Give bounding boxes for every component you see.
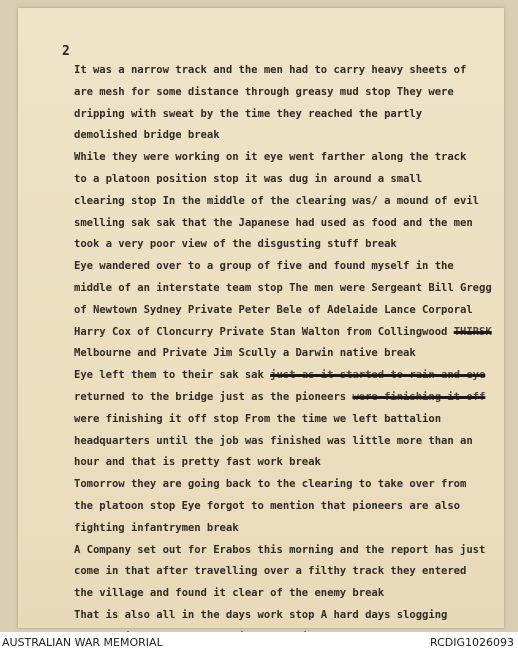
text-line <box>74 583 504 605</box>
line-text: A Company set out for Erabos this morning and the report has just <box>74 543 486 556</box>
line-text: Melbourne and Private Jim Scully a Darwin native break <box>74 347 416 360</box>
text-line <box>74 234 504 256</box>
line-text: fighting infantrymen break <box>74 521 239 534</box>
line-text: are mesh for some distance through greasy mud stop They were <box>74 85 454 98</box>
text-line <box>74 431 504 453</box>
text-line <box>74 605 504 627</box>
line-text: Eye wandered over to a group of five and found myself in the <box>74 260 454 273</box>
line-text: It was a narrow track and the men had to carry heavy sheets of <box>74 64 467 76</box>
text-line <box>74 343 504 365</box>
struck-out-text: were finishing it off <box>352 390 486 403</box>
line-text: That is also all in the days work stop A hard days slogging <box>74 608 448 621</box>
line-text: demolished bridge break <box>74 129 220 142</box>
text-line <box>74 125 504 147</box>
text-line <box>74 387 504 409</box>
text-line <box>74 104 504 126</box>
line-text: of Newtown Sydney Private Peter Bele of Adelaide Lance Corporal <box>74 303 473 316</box>
line-text: middle of an interstate team stop The men were Sergeant Bill Gregg <box>74 281 492 294</box>
page-number: 2 <box>62 44 70 59</box>
text-line <box>74 191 504 213</box>
text-line <box>74 82 504 104</box>
text-line <box>74 409 504 431</box>
text-line <box>74 496 504 518</box>
line-text: smelling sak sak that the Japanese had used as food and the men <box>74 216 473 229</box>
line-text: took a very poor view of the disgusting stuff break <box>74 238 397 251</box>
text-line <box>74 365 504 387</box>
typed-page <box>18 8 504 628</box>
text-line <box>74 60 504 82</box>
line-text: While they were working on it eye went farther along the track <box>74 151 467 164</box>
line-text: were finishing it off stop From the time we left battalion <box>74 412 442 425</box>
institution-label: AUSTRALIAN WAR MEMORIAL <box>2 636 163 649</box>
typed-text-body <box>74 60 504 649</box>
line-text: headquarters until the job was finished was little more than an <box>74 434 473 447</box>
line-text: Eye left them to their sak sak <box>74 369 271 382</box>
text-line <box>74 300 504 322</box>
record-id: RCDIG1026093 <box>429 636 514 649</box>
text-line <box>74 213 504 235</box>
struck-out-text: THIRSK <box>453 325 492 338</box>
line-text: returned to the bridge just as the pioneers <box>74 390 353 403</box>
line-text: come in that after travelling over a filthy track they entered <box>74 565 467 578</box>
text-line <box>74 452 504 474</box>
text-line <box>74 518 504 540</box>
archive-footer <box>0 632 518 654</box>
line-text: clearing stop In the middle of the clearing was/ a mound of evil <box>74 194 479 207</box>
text-line <box>74 169 504 191</box>
text-line <box>74 540 504 562</box>
text-line <box>74 474 504 496</box>
line-text: to a platoon position stop it was dug in around a small <box>74 172 423 185</box>
line-text: Harry Cox of Cloncurry Private Stan Walton from Collingwood <box>74 325 454 338</box>
line-text: the platoon stop Eye forgot to mention that pioneers are also <box>74 499 461 512</box>
text-line <box>74 322 504 344</box>
line-text: hour and that is pretty fast work break <box>74 456 321 469</box>
text-line <box>74 256 504 278</box>
text-line <box>74 147 504 169</box>
line-text: the village and found it clear of the enemy break <box>74 587 385 600</box>
text-line <box>74 561 504 583</box>
text-line <box>74 278 504 300</box>
line-text: dripping with sweat by the time they reached the partly <box>74 107 423 120</box>
struck-out-text: just as it started to rain and eye <box>270 369 486 382</box>
line-text: Tomorrow they are going back to the clearing to take over from <box>74 478 467 491</box>
